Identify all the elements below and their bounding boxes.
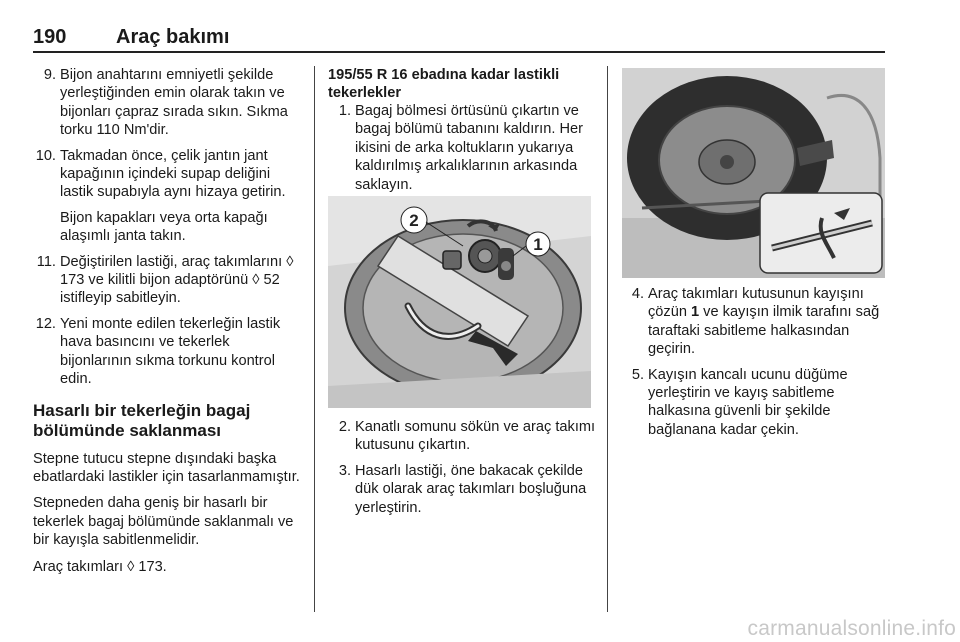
list-item <box>328 462 596 517</box>
column-3 <box>621 285 889 446</box>
column-1 <box>33 66 301 584</box>
column-divider-right <box>607 66 608 612</box>
list-number: 11. <box>36 253 56 270</box>
paragraph: Stepneden daha geniş bir hasarlı bir tekerlek bagaj bölümünde saklanmalı ve bir kayışla sabitlenmelidir. <box>33 495 294 549</box>
list-number: 4. <box>631 286 644 302</box>
page-header <box>33 26 885 52</box>
watermark: carmanualsonline.info <box>747 617 956 640</box>
list-number: 10. <box>35 147 56 164</box>
list-number: 12. <box>35 315 56 332</box>
section-heading: Hasarlı bir tekerleğin bagaj bölümünde saklanması <box>33 400 251 440</box>
page-title: Araç bakımı <box>116 26 230 48</box>
list-text <box>648 285 889 359</box>
toolkit-drawing <box>328 196 591 408</box>
text-segment: Araç takımları kutusunun kayışını çözün <box>648 286 864 321</box>
column-2 <box>328 66 596 201</box>
paragraph: Araç takımları ◊ 173. <box>33 558 167 575</box>
list-text: Bagaj bölmesi örtüsünü çıkartın ve bagaj bölümü tabanını kaldırın. Her ikisini de arka koltukların yukarıya kaldırılmış arkalıklarının arkasında saklayın. <box>355 103 583 193</box>
bold-reference: 1 <box>691 304 700 321</box>
list-text: Hasarlı lastiği, öne bakacak çekilde dük olarak araç takımları boşluğuna yerleştirin. <box>355 462 587 516</box>
list-item <box>621 285 889 359</box>
callout-2: 2 <box>409 211 419 230</box>
paragraph: Stepne tutucu stepne dışındaki başka ebatlardaki lastikler için tasarlanmamıştır. <box>33 450 300 485</box>
list-item <box>33 66 301 140</box>
list-number: 5. <box>631 366 644 383</box>
toolkit-illustration <box>328 196 591 408</box>
list-number: 1. <box>338 103 351 119</box>
text-segment: ve kayışın ilmik tarafını sağ taraftaki sabitleme halkasından geçirin. <box>648 304 880 358</box>
strapped-wheel-illustration <box>622 68 885 278</box>
subheading: 195/55 R 16 ebadına kadar lastikli tekerlekler <box>328 67 560 101</box>
list-text: Kayışın kancalı ucunu düğüme yerleştirin ve kayış sabitleme halkasına güvenli bir şekilde bağlanana kadar çekin. <box>648 366 848 438</box>
list-item <box>621 366 889 440</box>
list-subtext: Bijon kapakları veya orta kapağı alaşımlı janta takın. <box>60 209 268 245</box>
page-number: 190 <box>33 26 67 48</box>
list-text: Takmadan önce, çelik jantın jant kapağının içindeki supap deliğini lastik supabıyla aynı hizaya getirin. <box>60 147 286 201</box>
header-divider <box>33 51 885 53</box>
list-number: 9. <box>43 67 56 83</box>
list-item <box>33 253 301 308</box>
list-number: 3. <box>338 462 351 479</box>
list-text: Bijon anahtarını emniyetli şekilde yerleştiğinden emin olarak takın ve bijonları çapraz sırada sıkın. Sıkma torku 110 Nm'dir. <box>60 67 288 139</box>
column-2-continued <box>328 418 596 524</box>
list-text: Yeni monte edilen tekerleğin lastik hava basıncını ve tekerlek bijonlarının sıkma torkunu kontrol edin. <box>60 315 281 388</box>
wheel-drawing <box>622 68 885 278</box>
list-item <box>33 315 301 389</box>
list-number: 2. <box>338 419 351 435</box>
list-item <box>33 147 301 246</box>
list-text: Kanatlı somunu sökün ve araç takımı kutusunu çıkartın. <box>355 419 596 454</box>
list-item <box>328 102 596 194</box>
list-item <box>328 418 596 455</box>
list-text: Değiştirilen lastiği, araç takımlarını ◊ 173 ve kilitli bijon adaptörünü ◊ 52 istifleyip sabitleyin. <box>60 253 294 307</box>
callout-1: 1 <box>533 235 543 254</box>
column-divider-left <box>314 66 315 612</box>
